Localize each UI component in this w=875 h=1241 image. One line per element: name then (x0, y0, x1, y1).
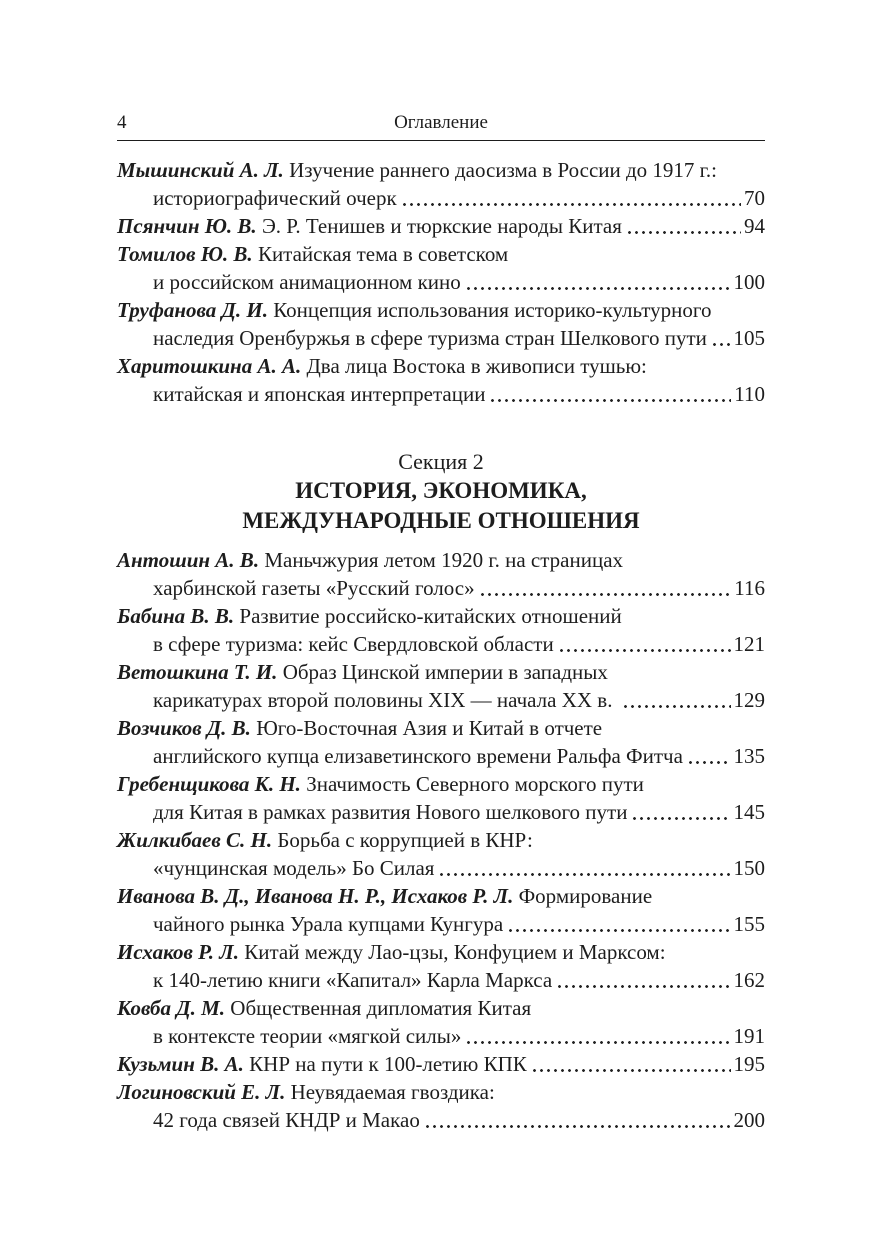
entry-text: в контексте теории «мягкой силы» (153, 1024, 462, 1048)
entry-text: харбинской газеты «Русский голос» (153, 576, 475, 600)
entry-authors: Гребенщикова К. Н. (117, 772, 301, 796)
toc-entry-line-1 (117, 826, 765, 854)
entry-authors: Исхаков Р. Л. (117, 940, 239, 964)
toc-entry (117, 658, 765, 714)
toc-entry (117, 156, 765, 212)
entry-authors: Харитошкина А. А. (117, 354, 302, 378)
dot-leader (711, 343, 731, 346)
toc-entry (117, 994, 765, 1050)
dot-leader (687, 761, 731, 764)
toc-entry (117, 938, 765, 994)
entry-page-number: 200 (733, 1108, 765, 1132)
entry-text: 42 года связей КНДР и Макао (153, 1108, 420, 1132)
toc-entry-line-1 (117, 156, 765, 184)
entry-page-number: 121 (733, 632, 765, 656)
toc-entry-line-2 (117, 1022, 765, 1050)
section-label: Секция 2 (398, 449, 484, 474)
toc-entry-line-2 (117, 686, 765, 714)
toc-entry-line-1 (117, 1050, 765, 1078)
entry-authors: Кузьмин В. А. (117, 1052, 244, 1076)
entry-text: Бабина В. В. Развитие российско-китайских отношений (117, 604, 622, 628)
toc-entry-line-2 (117, 798, 765, 826)
toc-entry (117, 352, 765, 408)
entry-text: «чунцинская модель» Бо Силая (153, 856, 435, 880)
entry-page-number: 191 (733, 1024, 765, 1048)
entry-text: Гребенщикова К. Н. Значимость Северного морского пути (117, 772, 644, 796)
toc-entry-line-1 (117, 658, 765, 686)
entry-text: Кузьмин В. А. КНР на пути к 100-летию КПК (117, 1052, 527, 1076)
entry-text: Логиновский Е. Л. Неувядаемая гвоздика: (117, 1080, 495, 1104)
entry-text: и российском анимационном кино (153, 270, 461, 294)
toc-entry (117, 296, 765, 352)
entry-text: китайская и японская интерпретации (153, 382, 486, 406)
toc-entry-line-2 (117, 324, 765, 352)
entry-text: Ковба Д. М. Общественная дипломатия Китая (117, 996, 532, 1020)
toc-entry (117, 546, 765, 602)
dot-leader (424, 1125, 731, 1128)
toc-entry (117, 882, 765, 938)
entry-text: чайного рынка Урала купцами Кунгура (153, 912, 504, 936)
entry-authors: Труфанова Д. И. (117, 298, 268, 322)
toc-entry-line-2 (117, 910, 765, 938)
entry-page-number: 105 (733, 326, 765, 350)
dot-leader (622, 705, 731, 708)
dot-leader (626, 231, 741, 234)
toc-entry-line-2 (117, 854, 765, 882)
running-head (117, 112, 765, 141)
entry-authors: Возчиков Д. В. (117, 716, 251, 740)
toc-entry-line-1 (117, 1078, 765, 1106)
toc-entry-line-2 (117, 380, 765, 408)
toc-entry-line-1 (117, 938, 765, 966)
page-number: 4 (117, 112, 127, 133)
entry-page-number: 129 (733, 688, 765, 712)
dot-leader (558, 649, 731, 652)
dot-leader (479, 593, 732, 596)
toc-entry (117, 826, 765, 882)
toc-entry (117, 240, 765, 296)
toc-entry-line-1 (117, 240, 765, 268)
entry-text: Возчиков Д. В. Юго-Восточная Азия и Китай в отчете (117, 716, 603, 740)
toc-entry-line-2 (117, 268, 765, 296)
toc-entry (117, 602, 765, 658)
entry-text: английского купца елизаветинского времени Ральфа Фитча (153, 744, 683, 768)
entry-text: историографический очерк (153, 186, 397, 210)
entry-authors: Бабина В. В. (117, 604, 235, 628)
entry-text: Псянчин Ю. В. Э. Р. Тенишев и тюркские народы Китая (117, 214, 622, 238)
entry-text: Антошин А. В. Маньчжурия летом 1920 г. на страницах (117, 548, 624, 572)
dot-leader (531, 1069, 731, 1072)
dot-leader (401, 203, 741, 206)
section-title-line: МЕЖДУНАРОДНЫЕ ОТНОШЕНИЯ (242, 508, 640, 533)
entry-page-number: 155 (733, 912, 765, 936)
dot-leader (631, 817, 730, 820)
entry-page-number: 195 (733, 1052, 765, 1076)
toc-entry-line-2 (117, 184, 765, 212)
entry-text: Ветошкина Т. И. Образ Цинской империи в западных (117, 660, 608, 684)
entry-text: Томилов Ю. В. Китайская тема в советском (117, 242, 509, 266)
dot-leader (556, 985, 730, 988)
dot-leader (507, 929, 730, 932)
entry-authors: Псянчин Ю. В. (117, 214, 257, 238)
entry-text: Иванова В. Д., Иванова Н. Р., Исхаков Р. Л. Формирование (117, 884, 653, 908)
toc-entry-line-2 (117, 574, 765, 602)
entry-authors: Антошин А. В. (117, 548, 260, 572)
toc-entry-line-2 (117, 742, 765, 770)
entry-authors: Логиновский Е. Л. (117, 1080, 286, 1104)
dot-leader (465, 287, 731, 290)
entry-authors: Жилкибаев С. Н. (117, 828, 273, 852)
entry-authors: Ветошкина Т. И. (117, 660, 278, 684)
entry-page-number: 110 (734, 382, 765, 406)
toc-entry-line-1 (117, 994, 765, 1022)
toc-entry (117, 212, 765, 240)
toc-entry-line-1 (117, 212, 765, 240)
entry-authors: Ковба Д. М. (117, 996, 226, 1020)
toc-entry (117, 770, 765, 826)
table-of-contents (117, 156, 765, 1134)
toc-entry-line-1 (117, 714, 765, 742)
section-heading (117, 448, 765, 536)
entry-text: Харитошкина А. А. Два лица Востока в живописи тушью: (117, 354, 647, 378)
entry-page-number: 162 (733, 968, 765, 992)
toc-entry (117, 1050, 765, 1078)
entry-page-number: 116 (734, 576, 765, 600)
dot-leader (465, 1041, 730, 1044)
entry-page-number: 70 (744, 186, 765, 210)
section-title-line: ИСТОРИЯ, ЭКОНОМИКА, (295, 478, 587, 503)
entry-page-number: 150 (733, 856, 765, 880)
toc-entry (117, 714, 765, 770)
entry-text: Труфанова Д. И. Концепция использования историко-культурного (117, 298, 712, 322)
entry-text: карикатурах второй половины XIX — начала XX в. (153, 688, 618, 712)
entry-text: Мышинский А. Л. Изучение раннего даосизма в России до 1917 г.: (117, 158, 717, 182)
entry-page-number: 100 (733, 270, 765, 294)
toc-entry-line-2 (117, 630, 765, 658)
entry-text: к 140-летию книги «Капитал» Карла Маркса (153, 968, 553, 992)
entry-authors: Томилов Ю. В. (117, 242, 253, 266)
entry-text: для Китая в рамках развития Нового шелкового пути (153, 800, 628, 824)
toc-entry (117, 1078, 765, 1134)
toc-entry-line-2 (117, 966, 765, 994)
entry-text: Исхаков Р. Л. Китай между Лао-цзы, Конфуцием и Марксом: (117, 940, 666, 964)
entry-text: в сфере туризма: кейс Свердловской области (153, 632, 554, 656)
entry-page-number: 145 (733, 800, 765, 824)
toc-entry-line-1 (117, 602, 765, 630)
entry-authors: Мышинский А. Л. (117, 158, 284, 182)
entry-text: Жилкибаев С. Н. Борьба с коррупцией в КНР: (117, 828, 533, 852)
toc-entry-line-1 (117, 882, 765, 910)
entry-page-number: 135 (733, 744, 765, 768)
toc-entry-line-1 (117, 770, 765, 798)
dot-leader (489, 399, 731, 402)
entry-text: наследия Оренбуржья в сфере туризма стран Шелкового пути (153, 326, 707, 350)
toc-entry-line-2 (117, 1106, 765, 1134)
page-title: Оглавление (394, 112, 488, 133)
entry-authors: Иванова В. Д., Иванова Н. Р., Исхаков Р. Л. (117, 884, 514, 908)
toc-entry-line-1 (117, 352, 765, 380)
toc-entry-line-1 (117, 296, 765, 324)
dot-leader (438, 873, 730, 876)
toc-entry-line-1 (117, 546, 765, 574)
entry-page-number: 94 (744, 214, 765, 238)
